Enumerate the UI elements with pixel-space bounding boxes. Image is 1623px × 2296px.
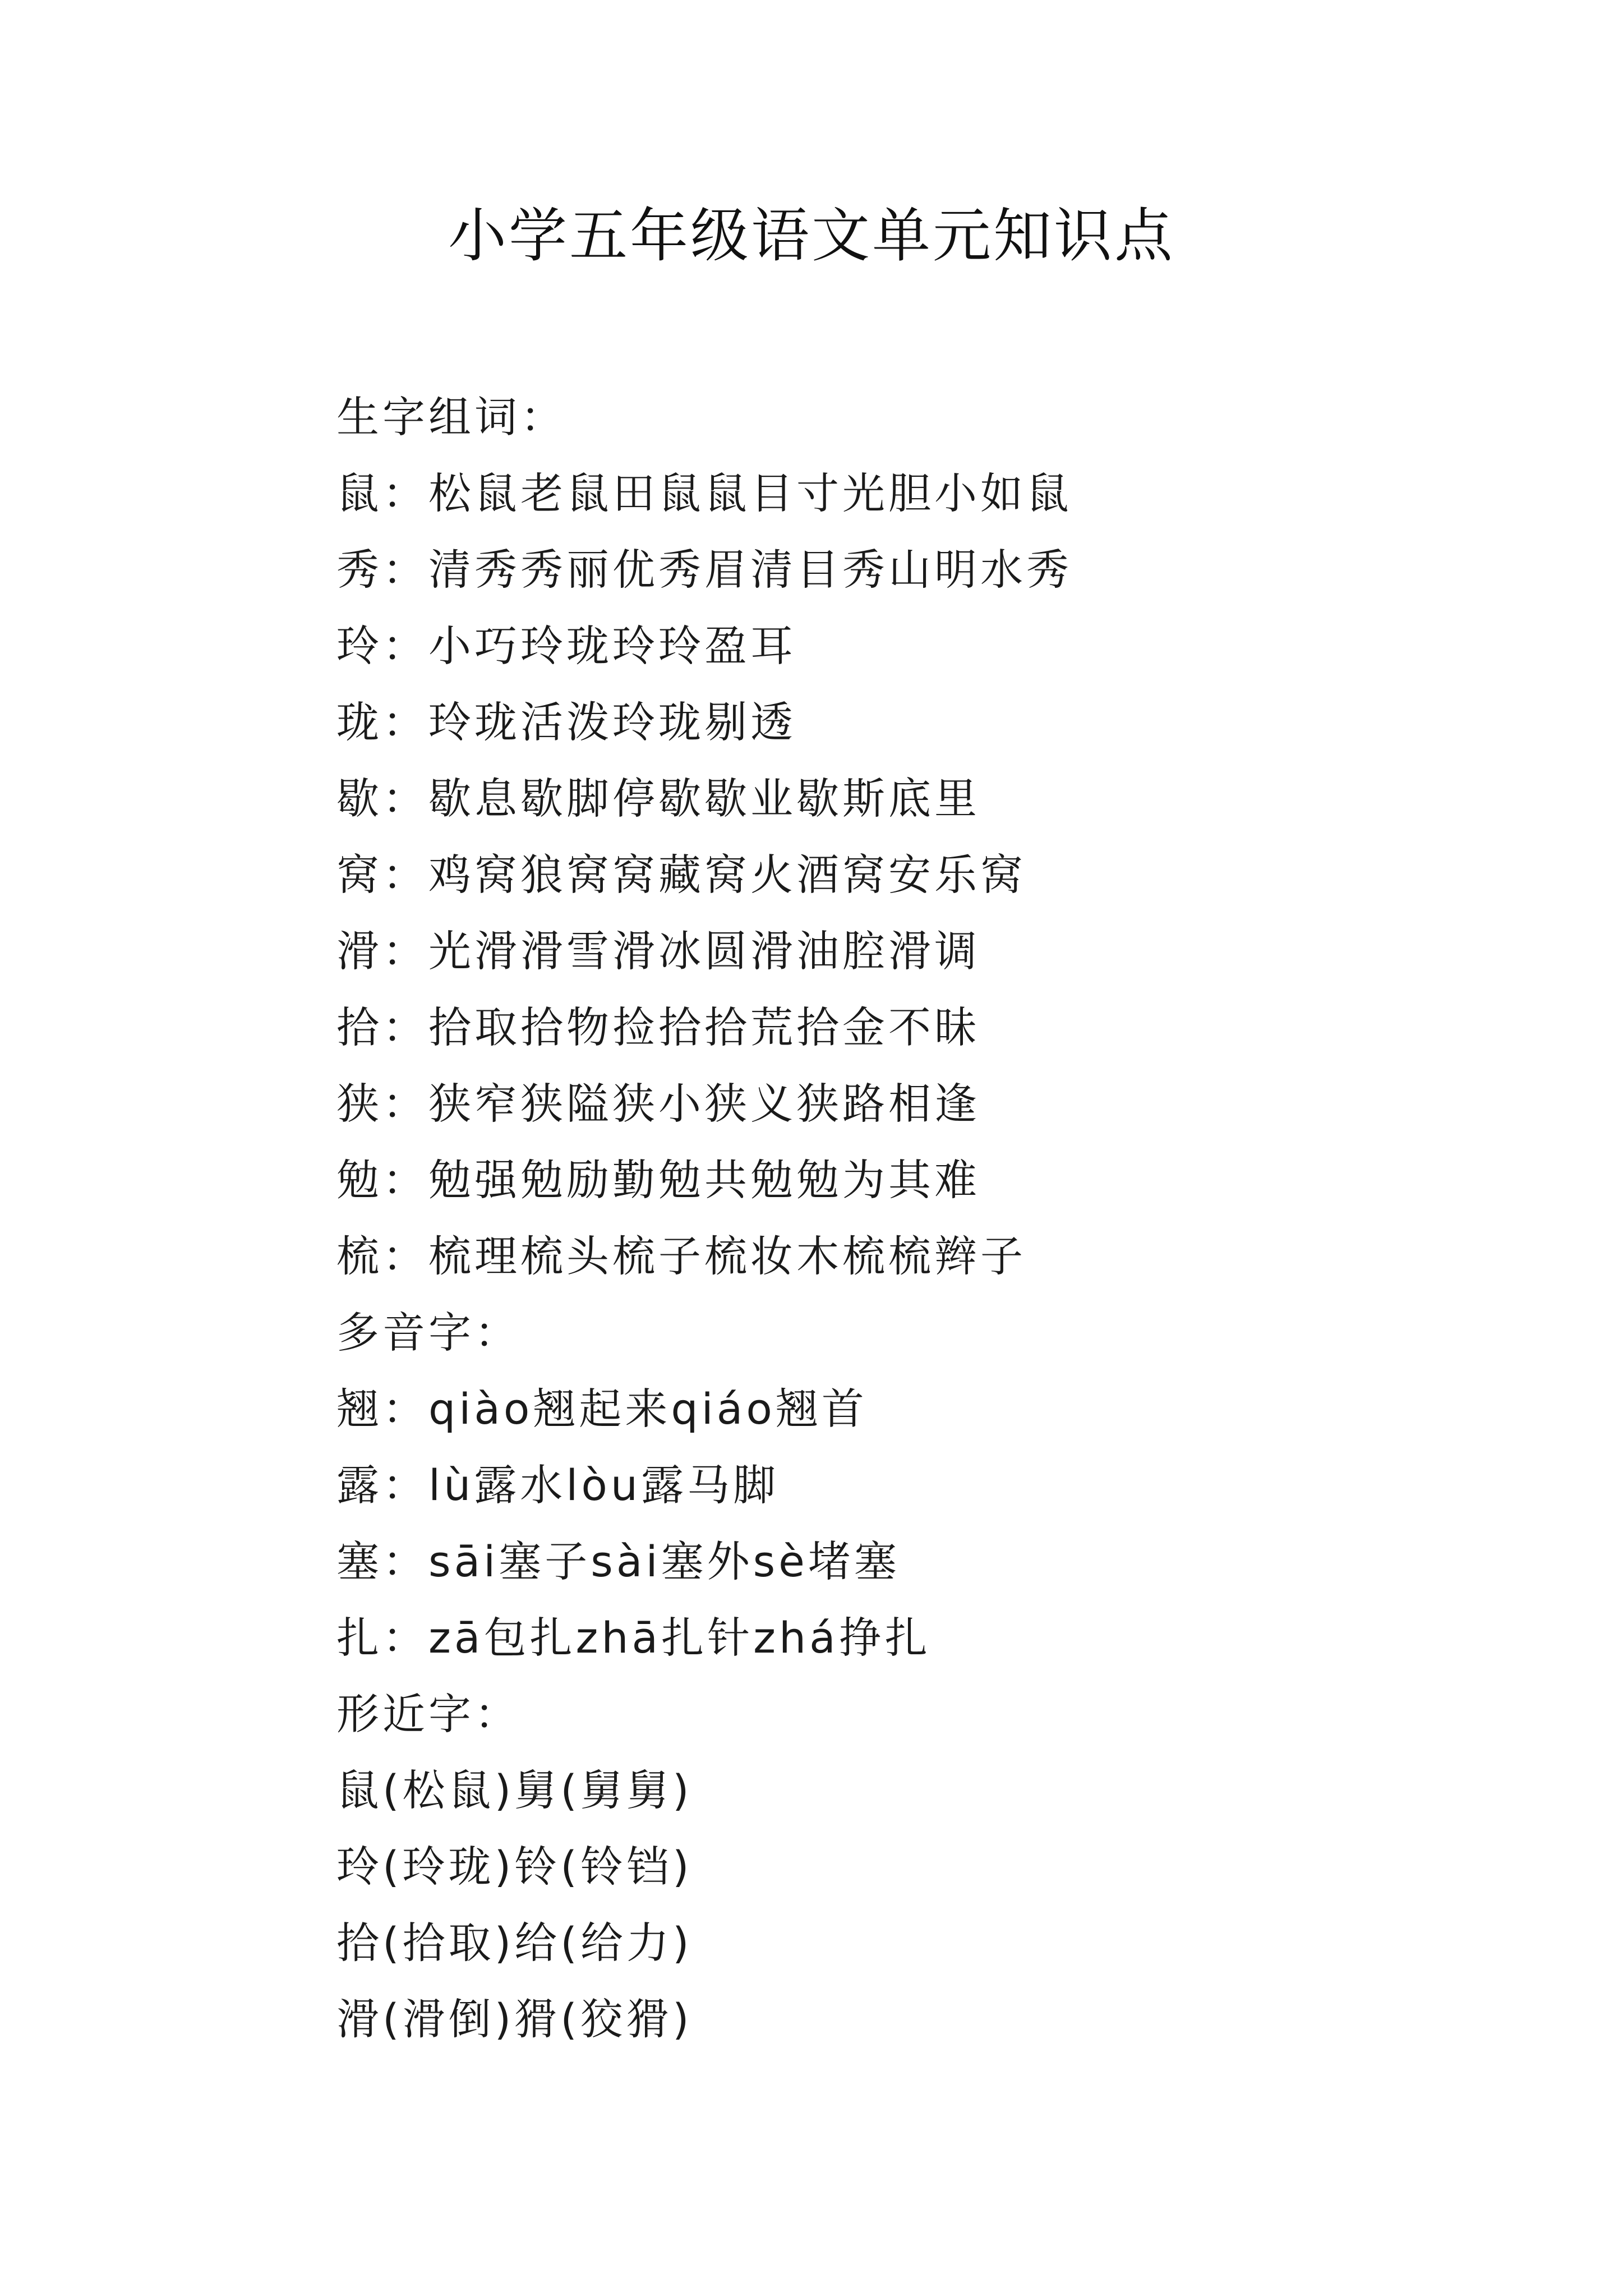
text-line: 露：lù露水lòu露马脚 <box>336 1460 780 1510</box>
document-title: 小学五年级语文单元知识点 <box>448 201 1175 270</box>
section-heading-polyphones: 多音字： <box>336 1308 520 1358</box>
text-line: 玲：小巧玲珑玲玲盈耳 <box>336 621 796 671</box>
text-line: 鼠：松鼠老鼠田鼠鼠目寸光胆小如鼠 <box>336 468 1072 518</box>
text-line: 滑：光滑滑雪滑冰圆滑油腔滑调 <box>336 926 980 976</box>
text-line: 勉：勉强勉励勤勉共勉勉为其难 <box>336 1155 980 1205</box>
text-line: 窝：鸡窝狼窝窝藏窝火酒窝安乐窝 <box>336 850 1026 900</box>
text-line: 鼠(松鼠)舅(舅舅) <box>336 1765 693 1815</box>
text-line: 歇：歇息歇脚停歇歇业歇斯底里 <box>336 774 980 823</box>
text-line: 秀：清秀秀丽优秀眉清目秀山明水秀 <box>336 545 1072 595</box>
text-line: 珑：玲珑活泼玲珑剔透 <box>336 697 796 747</box>
document-body <box>336 379 1514 2058</box>
text-line: 扎：zā包扎zhā扎针zhá挣扎 <box>336 1613 931 1663</box>
section-heading-similar-characters: 形近字： <box>336 1689 520 1739</box>
text-line: 滑(滑倒)猾(狡猾) <box>336 1994 693 2044</box>
text-line: 狭：狭窄狭隘狭小狭义狭路相逢 <box>336 1079 980 1129</box>
text-line: 梳：梳理梳头梳子梳妆木梳梳辫子 <box>336 1231 1026 1281</box>
text-line: 翘：qiào翘起来qiáo翘首 <box>336 1384 868 1434</box>
text-line: 拾(拾取)给(给力) <box>336 1918 693 1968</box>
section-heading-vocabulary: 生字组词： <box>336 392 566 442</box>
text-line: 玲(玲珑)铃(铃铛) <box>336 1842 693 1892</box>
text-line: 塞：sāi塞子sài塞外sè堵塞 <box>336 1536 900 1586</box>
text-line: 拾：拾取拾物捡拾拾荒拾金不昧 <box>336 1002 980 1052</box>
